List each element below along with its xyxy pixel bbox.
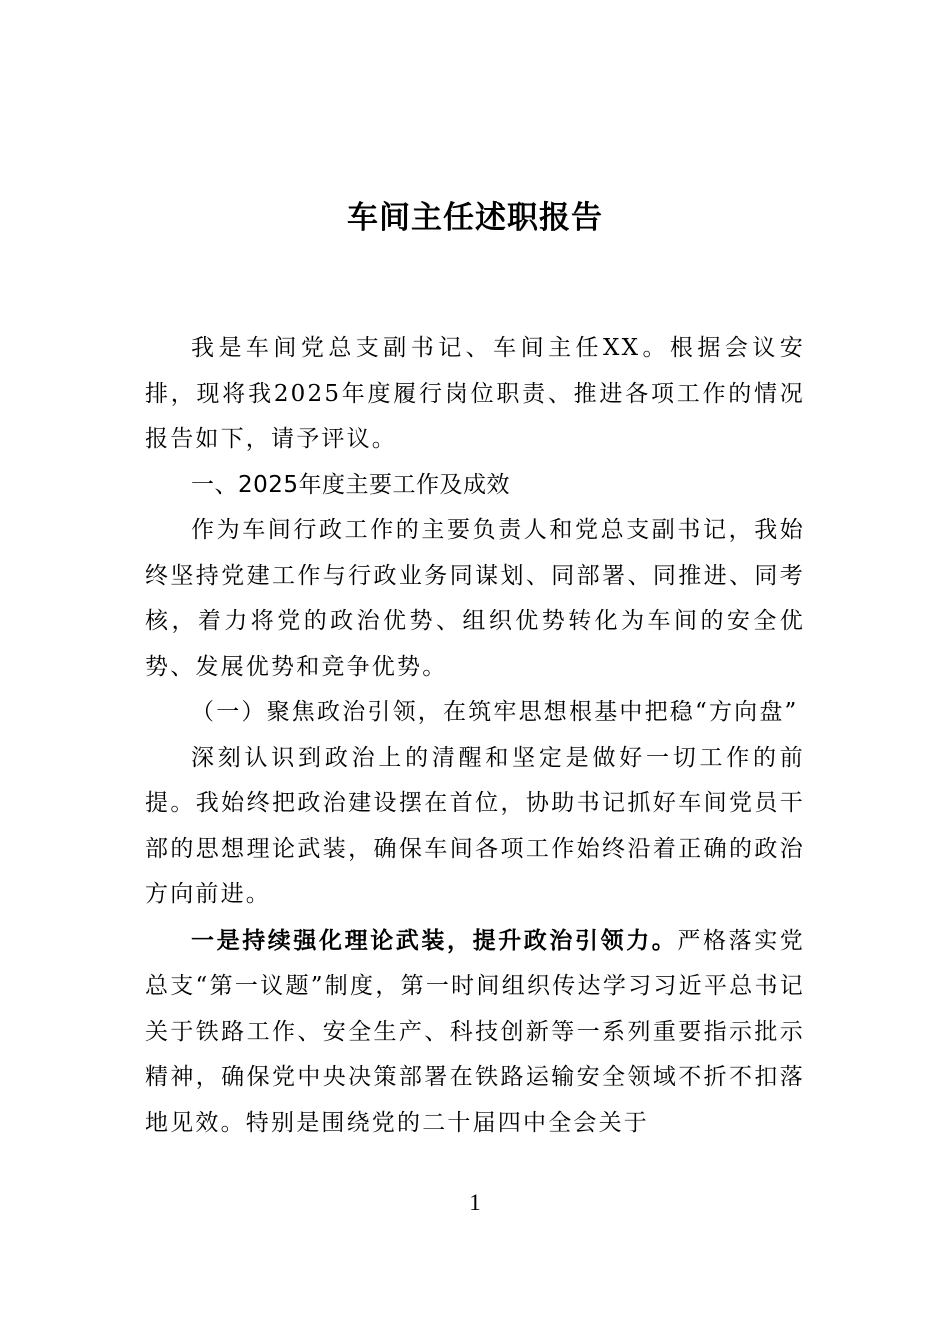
section-heading: 一、2025年度主要工作及成效 — [191, 471, 511, 498]
section-paragraph: 作为车间行政工作的主要负责人和党总支副书记，我始终坚持党建工作与行政业务同谋划、同部署、同推进、同考核，着力将党的政治优势、组织优势转化为车间的安全优势、发展优势和竞争优势。 — [145, 517, 805, 680]
page-number: 1 — [469, 1190, 481, 1215]
document-body — [145, 326, 805, 1146]
document-title: 车间主任述职报告 — [347, 200, 603, 236]
point-lead: 一是持续强化理论武装，提升政治引领力。 — [191, 926, 678, 954]
subsection-paragraph: 深刻认识到政治上的清醒和坚定是做好一切工作的前提。我始终把政治建设摆在首位，协助书记抓好车间党员干部的思想理论武装，确保车间各项工作始终沿着正确的政治方向前进。 — [145, 744, 805, 907]
point-paragraph — [145, 918, 805, 1147]
point-text: 严格落实党总支“第一议题”制度，第一时间组织传达学习习近平总书记关于铁路工作、安全生产、科技创新等一系列重要指示批示精神，确保党中央决策部署在铁路运输安全领域不折不扣落地见效。特别是围绕党的二十届四中全会关于 — [145, 927, 805, 1136]
intro-paragraph: 我是车间党总支副书记、车间主任XX。根据会议安排，现将我2025年度履行岗位职责、推进各项工作的情况报告如下，请予评议。 — [145, 335, 805, 452]
subsection-heading: （一）聚焦政治引领，在筑牢思想根基中把稳“方向盘” — [191, 699, 799, 725]
